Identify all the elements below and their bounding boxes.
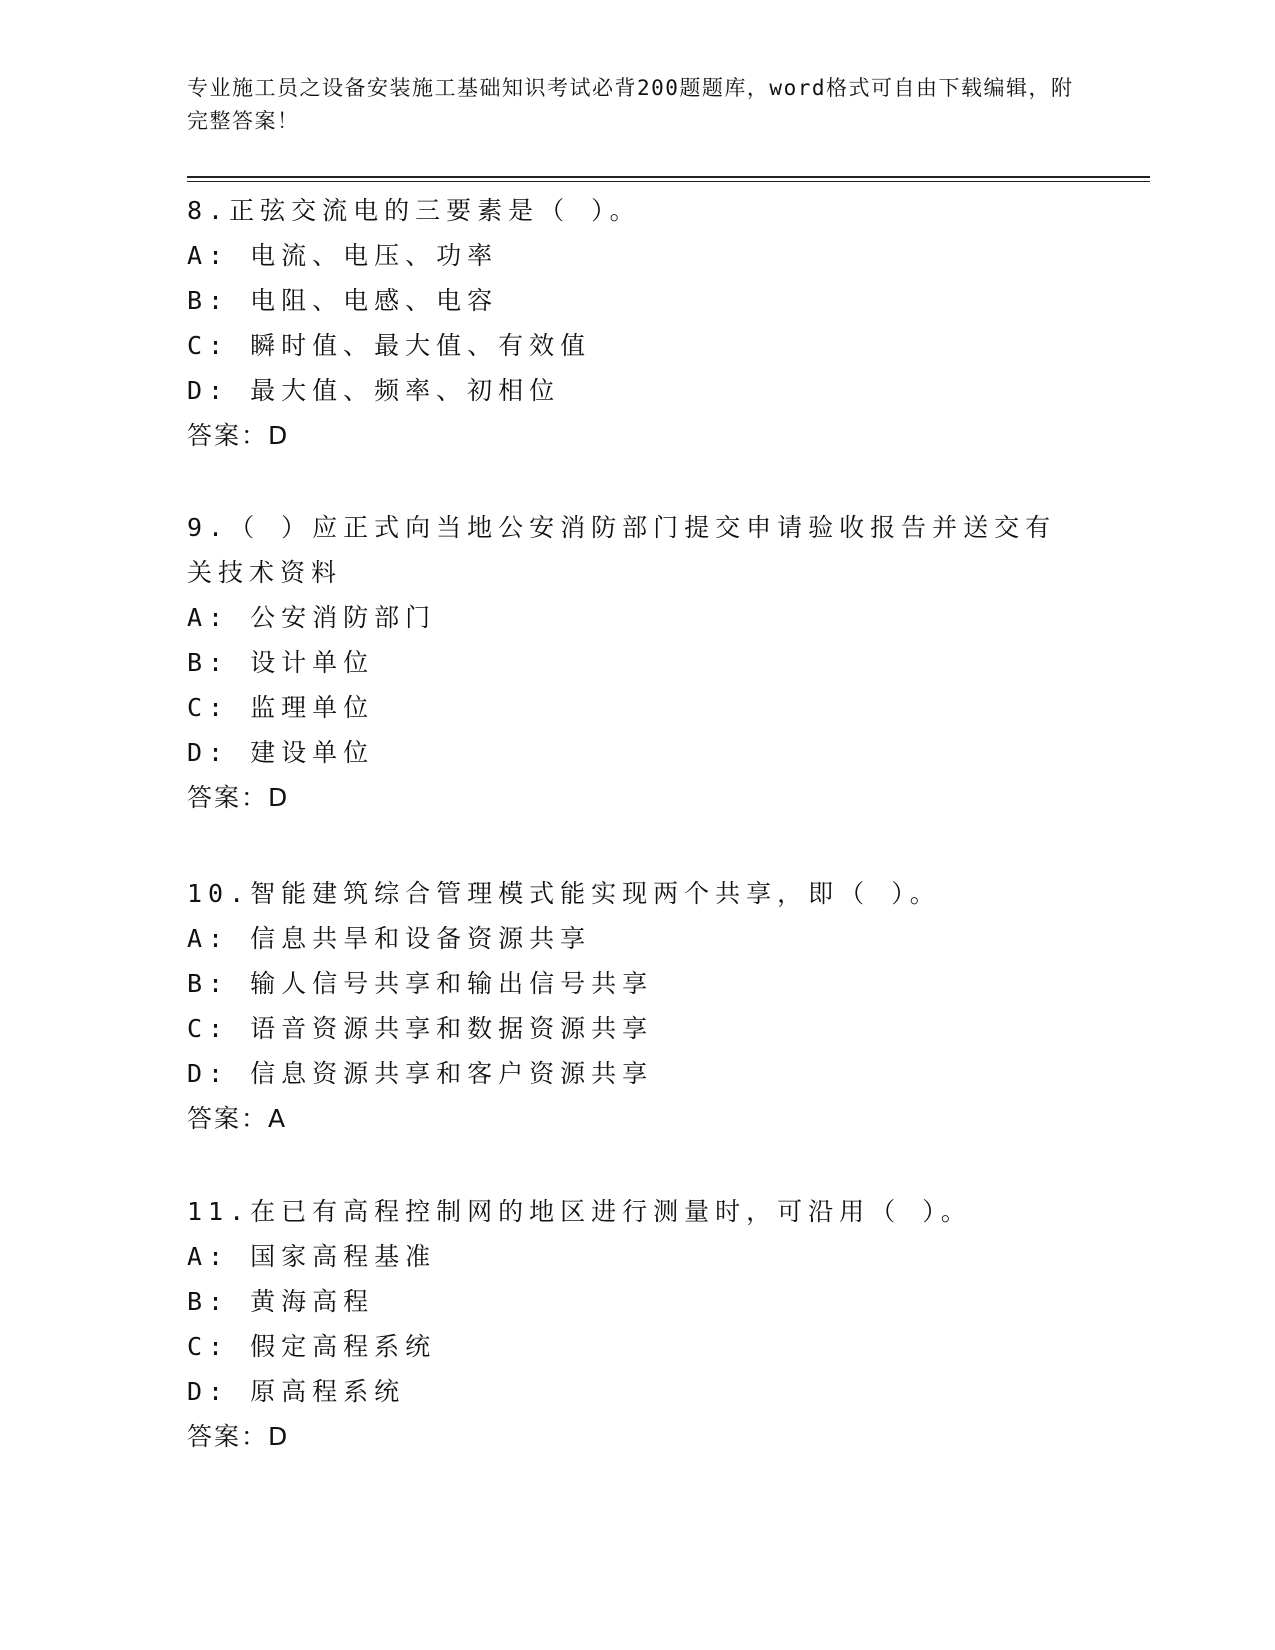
option-d: D: 信息资源共享和客户资源共享 xyxy=(187,1059,654,1088)
question-text: 11.在已有高程控制网的地区进行测量时，可沿用（ ）。 xyxy=(187,1197,972,1226)
option-b: B: 输人信号共享和输出信号共享 xyxy=(187,969,654,998)
question-block xyxy=(187,871,1087,1141)
option-c: C: 监理单位 xyxy=(187,693,375,722)
question-text: 8.正弦交流电的三要素是（ ）。 xyxy=(187,196,641,225)
title-divider xyxy=(187,176,1150,182)
option-b: B: 设计单位 xyxy=(187,648,375,677)
answer-line: 答案：D xyxy=(187,783,290,812)
option-a: A: 信息共旱和设备资源共享 xyxy=(187,924,592,953)
option-c: C: 语音资源共享和数据资源共享 xyxy=(187,1014,654,1043)
option-b: B: 电阻、电感、电容 xyxy=(187,286,499,315)
document-title: 专业施工员之设备安装施工基础知识考试必背200题题库，word格式可自由下载编辑，附完整答案！ xyxy=(187,76,1074,133)
option-d: D: 最大值、频率、初相位 xyxy=(187,376,561,405)
question-block xyxy=(187,1189,1087,1459)
question-text: 9.（ ）应正式向当地公安消防部门提交申请验收报告并送交有关技术资料 xyxy=(187,513,1057,587)
answer-line: 答案：D xyxy=(187,1422,290,1451)
option-c: C: 假定高程系统 xyxy=(187,1332,437,1361)
answer-line: 答案：D xyxy=(187,421,290,450)
question-text: 10.智能建筑综合管理模式能实现两个共享，即（ ）。 xyxy=(187,879,941,908)
option-a: A: 公安消防部门 xyxy=(187,603,437,632)
question-block xyxy=(187,505,1087,820)
option-a: A: 国家高程基准 xyxy=(187,1242,437,1271)
option-c: C: 瞬时值、最大值、有效值 xyxy=(187,331,592,360)
option-d: D: 原高程系统 xyxy=(187,1377,406,1406)
option-a: A: 电流、电压、功率 xyxy=(187,241,499,270)
option-b: B: 黄海高程 xyxy=(187,1287,375,1316)
option-d: D: 建设单位 xyxy=(187,738,375,767)
answer-line: 答案：A xyxy=(187,1104,288,1133)
question-block xyxy=(187,188,1087,458)
